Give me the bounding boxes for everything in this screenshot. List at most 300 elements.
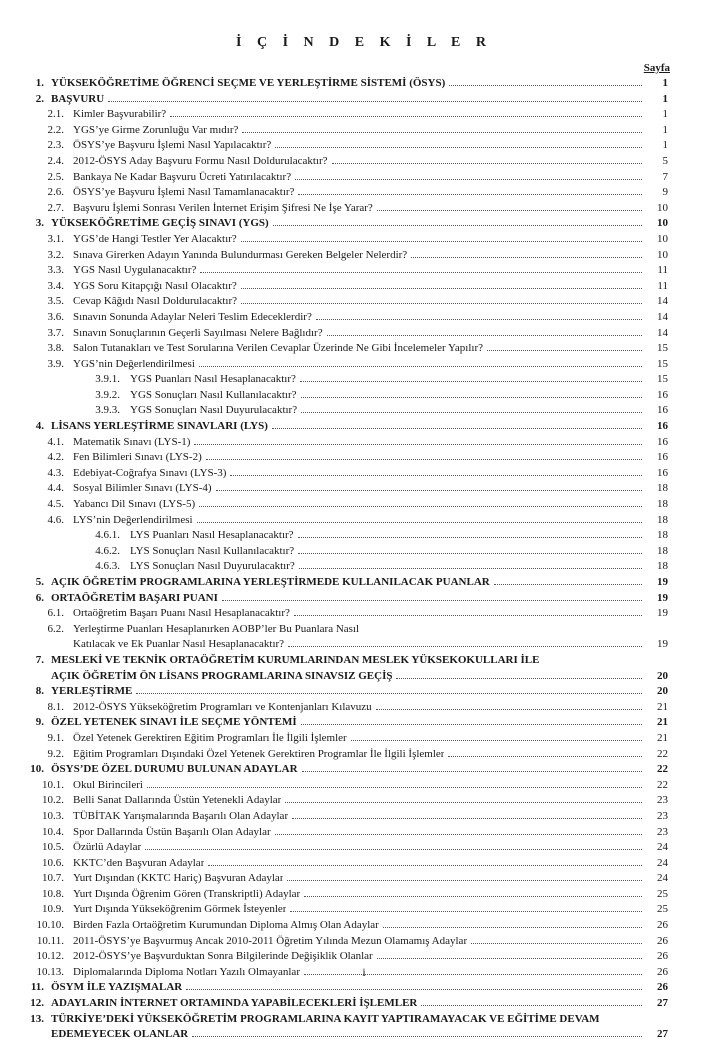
- toc-dot-leader: [351, 740, 642, 741]
- toc-entry-number: 10.12.: [36, 950, 64, 963]
- toc-entry: [0, 450, 728, 466]
- page-title: İ Ç İ N D E K İ L E R: [236, 35, 492, 50]
- toc-entry: [0, 92, 728, 108]
- toc-dot-leader: [208, 865, 642, 866]
- toc-entry-number: 6.: [35, 591, 44, 604]
- toc-entry-title: Eğitim Programları Dışındaki Özel Yetenek Gerektiren Programlar İle İlgili İşlemler: [73, 747, 445, 760]
- toc-entry-page: 7: [662, 170, 668, 183]
- toc-entry-title: Matematik Sınavı (LYS-1): [73, 435, 191, 448]
- toc-entry-number: 4.2.: [47, 451, 64, 464]
- toc-entry-number: 10.13.: [36, 965, 64, 978]
- toc-entry: [0, 559, 728, 575]
- toc-entry: [0, 528, 728, 544]
- toc-entry-title: YGS Soru Kitapçığı Nasıl Olacaktır?: [73, 279, 237, 292]
- toc-dot-leader: [288, 646, 642, 647]
- page-column-header: Sayfa: [643, 62, 670, 74]
- toc-dot-leader: [411, 257, 642, 258]
- toc-dot-leader: [292, 818, 642, 819]
- toc-dot-leader: [316, 319, 642, 320]
- toc-entry: [0, 762, 728, 778]
- toc-entry-number: 3.1.: [47, 232, 64, 245]
- toc-entry-title: Ortaöğretim Başarı Puanı Nasıl Hesaplanacaktır?: [73, 607, 290, 620]
- toc-entry-title: YÜKSEKÖĞRETİME ÖĞRENCİ SEÇME VE YERLEŞTİRME SİSTEMİ (ÖSYS): [51, 77, 446, 89]
- toc-entry-title: YGS’ye Girme Zorunluğu Var mıdır?: [73, 123, 239, 136]
- toc-dot-leader: [275, 834, 642, 835]
- toc-entry-number: 9.1.: [47, 731, 64, 744]
- toc-entry-page: 16: [657, 404, 668, 417]
- toc-entry-page: 18: [657, 513, 668, 526]
- toc-dot-leader: [487, 350, 642, 351]
- toc-entry-number: 10.10.: [36, 919, 64, 932]
- toc-entry-page: 25: [657, 887, 668, 900]
- toc-dot-leader: [377, 958, 642, 959]
- toc-entry-page: 18: [657, 560, 668, 573]
- toc-dot-leader: [383, 927, 642, 928]
- toc-entry-number: 10.6.: [42, 856, 64, 869]
- toc-entry-title: Fen Bilimleri Sınavı (LYS-2): [73, 451, 202, 464]
- toc-entry: [0, 793, 728, 809]
- toc-entry-title: Sınava Girerken Adayın Yanında Bulundurması Gereken Belgeler Nelerdir?: [73, 248, 408, 261]
- toc-entry: [0, 138, 728, 154]
- toc-entry-page: 14: [657, 295, 668, 308]
- toc-entry-number: 3.4.: [47, 279, 64, 292]
- toc-entry-title: KKTC’den Başvuran Adaylar: [73, 856, 205, 869]
- toc-dot-leader: [222, 600, 642, 601]
- toc-entry: [0, 1027, 728, 1043]
- toc-entry: [0, 76, 728, 92]
- toc-entry-title: LYS’nin Değerlendirilmesi: [73, 513, 193, 526]
- toc-entry-number: 8.: [35, 685, 44, 698]
- toc-entry: [0, 435, 728, 451]
- toc-dot-leader: [136, 693, 642, 694]
- toc-entry-page: 23: [657, 825, 668, 838]
- toc-dot-leader: [327, 335, 642, 336]
- toc-entry-page: 21: [657, 731, 668, 744]
- toc-dot-leader: [199, 506, 642, 507]
- toc-entry-title: Yerleştirme Puanları Hesaplanırken AOBP’ler Bu Puanlara Nasıl: [73, 622, 360, 635]
- toc-entry-page: 16: [657, 388, 668, 401]
- toc-entry-title: Özürlü Adaylar: [73, 841, 142, 854]
- toc-entry-title: LYS Sonuçları Nasıl Kullanılacaktır?: [130, 544, 295, 557]
- toc-entry-page: 26: [657, 965, 668, 978]
- toc-entry-page: 23: [657, 809, 668, 822]
- toc-entry-number: 2.1.: [47, 108, 64, 121]
- toc-entry-number: 10.3.: [42, 809, 64, 822]
- toc-entry-number: 11.: [30, 981, 44, 994]
- toc-entry-title: ADAYLARIN İNTERNET ORTAMINDA YAPABİLECEKLERİ İŞLEMLER: [51, 997, 418, 1010]
- toc-entry-number: 3.9.2.: [95, 388, 120, 401]
- toc-entry: [0, 341, 728, 357]
- toc-entry-number: 3.9.1.: [95, 373, 120, 386]
- toc-entry-number: 10.2.: [42, 794, 64, 807]
- toc-entry-title: Okul Birincileri: [73, 778, 143, 791]
- toc-entry-title: AÇIK ÖĞRETİM PROGRAMLARINA YERLEŞTİRMEDE KULLANILACAK PUANLAR: [51, 576, 490, 588]
- page-number: i: [362, 965, 366, 979]
- toc-entry-page: 10: [657, 217, 668, 230]
- toc-dot-leader: [302, 771, 642, 772]
- toc-entry: [0, 700, 728, 716]
- toc-entry: [0, 949, 728, 965]
- toc-entry: [0, 606, 728, 622]
- toc-entry: [0, 481, 728, 497]
- toc-entry-number: 4.3.: [47, 466, 64, 479]
- toc-entry-number: 3.2.: [47, 248, 64, 261]
- toc-entry-page: 16: [657, 451, 668, 464]
- toc-dot-leader: [108, 101, 642, 102]
- toc-entry-page: 19: [657, 576, 668, 588]
- toc-entry-page: 24: [657, 841, 668, 854]
- toc-entry-number: 10.7.: [42, 872, 64, 885]
- toc-entry-title: YGS Sonuçları Nasıl Kullanılacaktır?: [130, 388, 297, 401]
- toc-dot-leader: [216, 490, 642, 491]
- toc-entry-title: Salon Tutanakları ve Test Sorularına Verilen Cevaplar Üzerinde Ne Gibi İncelemeler Yapılır?: [73, 342, 483, 355]
- toc-entry-page: 18: [657, 544, 668, 557]
- toc-entry-number: 4.6.1.: [95, 529, 120, 542]
- toc-entry-page: 19: [657, 638, 668, 651]
- toc-entry: [0, 544, 728, 560]
- toc-entry-number: 12.: [30, 997, 44, 1010]
- toc-entry: [0, 653, 728, 669]
- toc-entry-page: 1: [662, 77, 668, 89]
- toc-entry: [0, 747, 728, 763]
- toc-entry: [0, 419, 728, 435]
- toc-entry: [0, 372, 728, 388]
- toc-entry-title: Katılacak ve Ek Puanlar Nasıl Hesaplanacaktır?: [73, 638, 285, 651]
- toc-entry-title: Başvuru İşlemi Sonrası Verilen İnternet Erişim Şifresi Ne İşe Yarar?: [73, 201, 373, 214]
- toc-dot-leader: [241, 241, 642, 242]
- toc-entry-title: Diplomalarında Diploma Notları Yazılı Olmayanlar: [73, 965, 300, 978]
- toc-entry-title: YGS Sonuçları Nasıl Duyurulacaktır?: [130, 404, 298, 417]
- toc-entry: [0, 825, 728, 841]
- toc-entry-page: 16: [657, 420, 668, 433]
- toc-entry-number: 10.8.: [42, 887, 64, 900]
- toc-entry-number: 10.5.: [42, 841, 64, 854]
- toc-dot-leader: [285, 802, 642, 803]
- toc-entry-number: 3.8.: [47, 342, 64, 355]
- toc-entry-number: 7.: [35, 653, 44, 666]
- toc-entry: [0, 154, 728, 170]
- toc-entry-title: EDEMEYECEK OLANLAR: [51, 1028, 189, 1041]
- toc-entry-number: 5.: [35, 576, 44, 588]
- toc-entry-page: 19: [657, 591, 668, 604]
- toc-entry-number: 2.5.: [47, 170, 64, 183]
- toc-dot-leader: [147, 787, 642, 788]
- toc-entry-title: Cevap Kâğıdı Nasıl Doldurulacaktır?: [73, 295, 238, 308]
- toc-entry: [0, 934, 728, 950]
- toc-entry-number: 4.6.2.: [95, 544, 120, 557]
- toc-entry: [0, 357, 728, 373]
- toc-entry-page: 22: [657, 778, 668, 791]
- toc-entry-page: 25: [657, 903, 668, 916]
- toc-entry-title: ÖSYS’ye Başvuru İşlemi Nasıl Yapılacaktır?: [73, 139, 272, 152]
- toc-entry-number: 4.6.3.: [95, 560, 120, 573]
- toc-entry-number: 2.: [35, 92, 44, 105]
- toc-dot-leader: [298, 537, 642, 538]
- toc-entry-title: YGS’de Hangi Testler Yer Alacaktır?: [73, 232, 237, 245]
- toc-entry-title: Yabancı Dil Sınavı (LYS-5): [73, 498, 196, 511]
- toc-entry-number: 10.4.: [42, 825, 64, 838]
- toc-entry-number: 2.7.: [47, 201, 64, 214]
- toc-dot-leader: [301, 397, 643, 398]
- toc-entry: [0, 513, 728, 529]
- toc-entry-title: Sınavın Sonuçlarının Geçerli Sayılması Nelere Bağlıdır?: [73, 326, 323, 339]
- toc-entry-title: 2012-ÖSYS Yükseköğretim Programları ve Kontenjanları Kılavuzu: [73, 700, 372, 713]
- toc-entry: [0, 310, 728, 326]
- toc-dot-leader: [273, 225, 642, 226]
- toc-entry-title: MESLEKİ VE TEKNİK ORTAÖĞRETİM KURUMLARINDAN MESLEK YÜKSEKOKULLARI İLE: [51, 653, 540, 666]
- toc-entry-page: 21: [657, 700, 668, 713]
- toc-entry: [0, 388, 728, 404]
- toc-entry-page: 23: [657, 794, 668, 807]
- toc-entry-page: 11: [657, 264, 668, 277]
- toc-dot-leader: [471, 943, 642, 944]
- toc-entry-page: 11: [657, 279, 668, 292]
- toc-entry-page: 10: [657, 201, 668, 214]
- toc-entry-number: 3.7.: [47, 326, 64, 339]
- toc-entry-title: TÜBİTAK Yarışmalarında Başarılı Olan Adaylar: [73, 809, 289, 822]
- toc-dot-leader: [242, 132, 642, 133]
- toc-entry-title: 2012-ÖSYS Aday Başvuru Formu Nasıl Doldurulacaktır?: [73, 154, 328, 167]
- toc-entry-title: Spor Dallarında Üstün Başarılı Olan Adaylar: [73, 825, 271, 838]
- toc-entry-page: 27: [657, 1028, 668, 1041]
- toc-entry-page: 26: [657, 981, 668, 994]
- toc-entry: [0, 856, 728, 872]
- toc-entry-title: Kimler Başvurabilir?: [73, 108, 167, 121]
- toc-entry-number: 2.3.: [47, 139, 64, 152]
- toc-entry: [0, 248, 728, 264]
- toc-entry: [0, 263, 728, 279]
- toc-entry-number: 13.: [30, 1012, 44, 1025]
- toc-entry-page: 18: [657, 498, 668, 511]
- toc-entry-title: Yurt Dışında Öğrenim Gören (Transkriptli) Adaylar: [73, 887, 301, 900]
- toc-entry-title: ÖSYS’DE ÖZEL DURUMU BULUNAN ADAYLAR: [51, 763, 298, 776]
- toc-entry-number: 3.9.3.: [95, 404, 120, 417]
- toc-entry: [0, 232, 728, 248]
- toc-entry-number: 1.: [35, 77, 44, 89]
- toc-entry-number: 8.1.: [47, 700, 64, 713]
- toc-entry: [0, 123, 728, 139]
- toc-entry-title: LİSANS YERLEŞTİRME SINAVLARI (LYS): [51, 420, 268, 433]
- toc-entry: [0, 809, 728, 825]
- toc-entry-number: 4.1.: [47, 435, 64, 448]
- toc-dot-leader: [301, 412, 642, 413]
- toc-entry: [0, 107, 728, 123]
- toc-entry: [0, 840, 728, 856]
- toc-entry-page: 1: [662, 139, 668, 152]
- toc-entry-number: 4.4.: [47, 482, 64, 495]
- toc-entry-number: 4.5.: [47, 498, 64, 511]
- toc-entry-page: 20: [657, 685, 668, 698]
- toc-entry-page: 14: [657, 310, 668, 323]
- toc-entry-number: 9.: [35, 716, 44, 729]
- toc-entry-page: 26: [657, 934, 668, 947]
- toc-entry: [0, 778, 728, 794]
- toc-entry: [0, 294, 728, 310]
- toc-entry-title: Özel Yetenek Gerektiren Eğitim Programları İle İlgili İşlemler: [73, 731, 347, 744]
- toc-entry-page: 1: [662, 92, 668, 105]
- toc-dot-leader: [206, 459, 642, 460]
- toc-entry-page: 24: [657, 856, 668, 869]
- toc-entry-title: Sınavın Sonunda Adaylar Neleri Teslim Edeceklerdir?: [73, 310, 312, 323]
- toc-entry: [0, 326, 728, 342]
- toc-entry-number: 10.1.: [42, 778, 64, 791]
- toc-entry-number: 4.6.: [47, 513, 64, 526]
- toc-entry: [0, 201, 728, 217]
- toc-entry-page: 10: [657, 232, 668, 245]
- toc-entry: [0, 622, 728, 638]
- toc-entry-title: Sosyal Bilimler Sınavı (LYS-4): [73, 482, 212, 495]
- toc-entry: [0, 403, 728, 419]
- toc-entry-number: 10.: [30, 763, 44, 776]
- toc-entry-title: TÜRKİYE’DEKİ YÜKSEKÖĞRETİM PROGRAMLARINA KAYIT YAPTIRAMAYACAK VE EĞİTİME DEVAM: [51, 1012, 600, 1025]
- toc-entry-page: 16: [657, 435, 668, 448]
- toc-entry-page: 24: [657, 872, 668, 885]
- toc-entry-page: 19: [657, 607, 668, 620]
- toc-dot-leader: [421, 1005, 642, 1006]
- toc-entry-number: 3.5.: [47, 295, 64, 308]
- toc-entry-page: 18: [657, 482, 668, 495]
- toc-entry-title: Belli Sanat Dallarında Üstün Yetenekli Adaylar: [73, 794, 282, 807]
- toc-entry-page: 15: [657, 357, 668, 370]
- toc-entry: [0, 996, 728, 1012]
- toc-entry: [0, 715, 728, 731]
- toc-entry-title: ÖSYS’ye Başvuru İşlemi Nasıl Tamamlanacaktır?: [73, 186, 295, 199]
- toc-entry: [0, 902, 728, 918]
- toc-entry-title: YGS Nasıl Uygulanacaktır?: [73, 264, 197, 277]
- toc-entry-title: Birden Fazla Ortaöğretim Kurumundan Diploma Almış Olan Adaylar: [73, 919, 379, 932]
- toc-entry-page: 26: [657, 950, 668, 963]
- toc-entry-title: ORTAÖĞRETİM BAŞARI PUANI: [51, 591, 218, 604]
- toc-entry-title: YGS’nin Değerlendirilmesi: [73, 357, 195, 370]
- toc-entry-page: 5: [662, 154, 668, 167]
- toc-dot-leader: [186, 989, 642, 990]
- toc-dot-leader: [287, 880, 642, 881]
- toc-entry-number: 3.9.: [47, 357, 64, 370]
- toc-entry-page: 9: [662, 186, 668, 199]
- toc-entry: [0, 466, 728, 482]
- toc-entry-title: LYS Puanları Nasıl Hesaplanacaktır?: [130, 529, 294, 542]
- toc-dot-leader: [241, 303, 642, 304]
- toc-entry: [0, 684, 728, 700]
- toc-entry-number: 2.4.: [47, 154, 64, 167]
- toc-entry-page: 1: [662, 123, 668, 136]
- toc-dot-leader: [299, 568, 642, 569]
- toc-entry: [0, 887, 728, 903]
- toc-dot-leader: [298, 194, 642, 195]
- toc-entry-number: 6.1.: [47, 607, 64, 620]
- toc-entry: [0, 637, 728, 653]
- toc-entry-number: 3.3.: [47, 264, 64, 277]
- toc-dot-leader: [230, 475, 642, 476]
- toc-entry-page: 14: [657, 326, 668, 339]
- toc-entry-page: 16: [657, 466, 668, 479]
- toc-dot-leader: [448, 756, 642, 757]
- toc-entry: [0, 591, 728, 607]
- toc-entry: [0, 497, 728, 513]
- toc-entry: [0, 1012, 728, 1028]
- toc-dot-leader: [298, 553, 642, 554]
- toc-entry-number: 10.9.: [42, 903, 64, 916]
- toc-entry-number: 4.: [35, 420, 44, 433]
- toc-dot-leader: [192, 1036, 642, 1037]
- toc-dot-leader: [197, 522, 642, 523]
- toc-entry-page: 18: [657, 529, 668, 542]
- toc-entry: [0, 170, 728, 186]
- toc-entry-title: 2012-ÖSYS’ye Başvurduktan Sonra Bilgilerinde Değişiklik Olanlar: [73, 950, 373, 963]
- toc-entry-title: Edebiyat-Coğrafya Sınavı (LYS-3): [73, 466, 227, 479]
- toc-entry: [0, 575, 728, 591]
- toc-dot-leader: [332, 163, 643, 164]
- toc-entry-page: 22: [657, 747, 668, 760]
- toc-entry-number: 9.2.: [47, 747, 64, 760]
- toc-dot-leader: [294, 615, 642, 616]
- toc-entry-title: ÖZEL YETENEK SINAVI İLE SEÇME YÖNTEMİ: [51, 716, 297, 729]
- toc-dot-leader: [300, 381, 642, 382]
- toc-dot-leader: [200, 272, 642, 273]
- toc-dot-leader: [290, 911, 642, 912]
- toc-dot-leader: [301, 724, 642, 725]
- toc-entry-number: 10.11.: [36, 934, 64, 947]
- toc-entry: [0, 279, 728, 295]
- toc-entry-number: 6.2.: [47, 622, 64, 635]
- toc-dot-leader: [145, 849, 642, 850]
- toc-entry-title: Yurt Dışından (KKTC Hariç) Başvuran Adaylar: [73, 872, 284, 885]
- toc-dot-leader: [275, 147, 642, 148]
- toc-entry-page: 20: [657, 669, 668, 682]
- toc-entry-page: 1: [662, 108, 668, 121]
- toc-entry-number: 3.6.: [47, 310, 64, 323]
- toc-entry: [0, 731, 728, 747]
- toc-entry-title: YGS Puanları Nasıl Hesaplanacaktır?: [130, 373, 296, 386]
- toc-entry: [0, 669, 728, 685]
- toc-entry: [0, 185, 728, 201]
- toc-entry-title: Bankaya Ne Kadar Başvuru Ücreti Yatırılacaktır?: [73, 170, 292, 183]
- toc-entry-page: 21: [657, 716, 668, 729]
- toc-entry: [0, 980, 728, 996]
- toc-entry-title: Yurt Dışında Yükseköğrenim Görmek İsteyenler: [73, 903, 287, 916]
- toc-entry-title: LYS Sonuçları Nasıl Duyurulacaktır?: [130, 560, 295, 573]
- toc-entry-number: 2.2.: [47, 123, 64, 136]
- toc-entry-page: 26: [657, 919, 668, 932]
- toc-dot-leader: [199, 366, 642, 367]
- toc-entry-page: 27: [657, 997, 668, 1010]
- toc-dot-leader: [376, 709, 642, 710]
- toc-dot-leader: [304, 896, 642, 897]
- toc-dot-leader: [170, 116, 642, 117]
- toc-dot-leader: [272, 428, 642, 429]
- toc-dot-leader: [377, 210, 642, 211]
- toc-entry-title: YERLEŞTİRME: [51, 685, 133, 698]
- toc-entry-title: 2011-ÖSYS’ye Başvurmuş Ancak 2010-2011 Öğretim Yılında Mezun Olamamış Adaylar: [73, 934, 468, 947]
- toc-entry-number: 3.: [35, 217, 44, 230]
- table-of-contents: [0, 76, 728, 1043]
- toc-dot-leader: [494, 584, 642, 585]
- toc-dot-leader: [396, 678, 642, 679]
- toc-entry-title: ÖSYM İLE YAZIŞMALAR: [51, 981, 183, 994]
- toc-entry-page: 15: [657, 342, 668, 355]
- toc-entry-page: 22: [657, 763, 668, 776]
- toc-entry: [0, 216, 728, 232]
- toc-entry-title: AÇIK ÖĞRETİM ÖN LİSANS PROGRAMLARINA SINAVSIZ GEÇİŞ: [51, 669, 393, 682]
- toc-dot-leader: [295, 179, 642, 180]
- toc-entry-title: BAŞVURU: [51, 92, 105, 105]
- toc-dot-leader: [194, 444, 642, 445]
- toc-entry: [0, 918, 728, 934]
- toc-entry-page: 15: [657, 373, 668, 386]
- toc-entry-page: 10: [657, 248, 668, 261]
- toc-dot-leader: [449, 85, 642, 86]
- toc-entry: [0, 871, 728, 887]
